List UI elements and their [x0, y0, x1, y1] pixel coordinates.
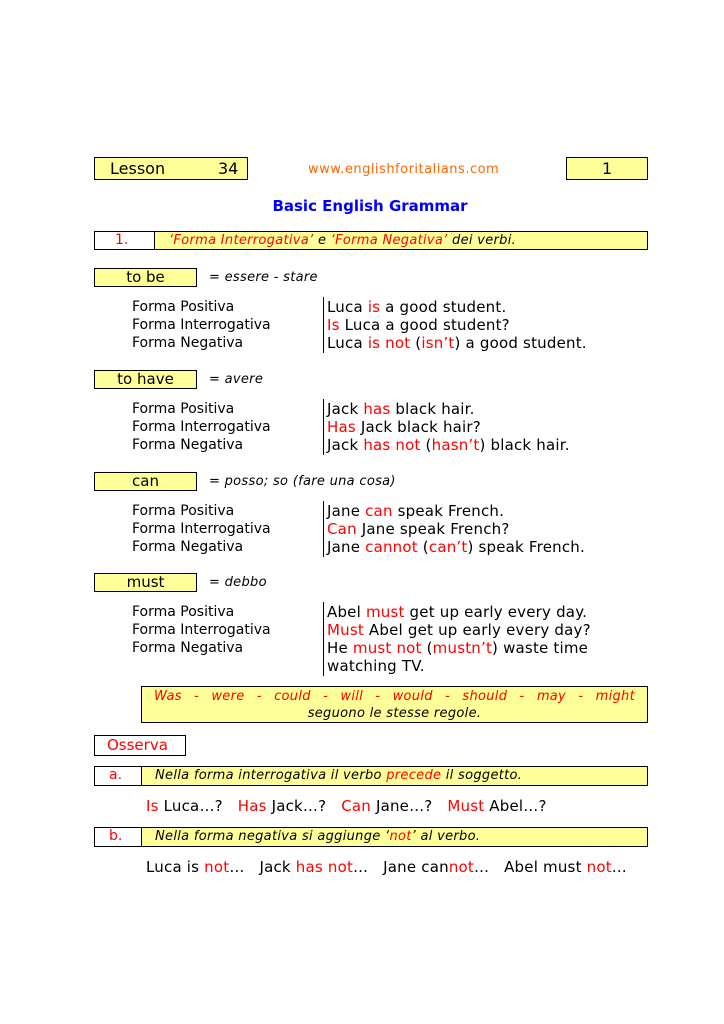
section-1-bar [94, 231, 648, 250]
section-1-number-cell [95, 232, 155, 249]
verb-meaning: = essere - stare [209, 270, 318, 285]
forma-interrogativa-label: Forma Interrogativa [132, 317, 271, 333]
verb-box-to-have [94, 370, 197, 389]
note-a-bar [94, 766, 648, 786]
example-negative: Luca is not (isn’t) a good student. [327, 334, 587, 352]
example-positive: Jack has black hair. [327, 400, 475, 418]
verb-label: to be [126, 268, 165, 286]
verb-meaning: = debbo [209, 575, 267, 590]
verb-meaning: = avere [209, 372, 264, 387]
example-b-4: Abel must not… [504, 858, 627, 876]
note-b-letter: b. [109, 828, 123, 844]
example-b-2: Jack has not… [259, 858, 369, 876]
example-positive: Luca is a good student. [327, 298, 507, 316]
divider-line [323, 297, 324, 353]
section-1-text [169, 233, 516, 248]
forma-negativa-label: Forma Negativa [132, 335, 244, 351]
modals-note-box [141, 686, 648, 723]
example-positive: Abel must get up early every day. [327, 603, 588, 621]
page-title: Basic English Grammar [272, 197, 468, 215]
example-b-3: Jane cannot… [383, 858, 490, 876]
note-b-bar [94, 827, 648, 847]
examples-a [146, 797, 547, 815]
lesson-number: 34 [218, 159, 239, 178]
forma-negativa-label: Forma Negativa [132, 437, 244, 453]
verb-box-can [94, 472, 197, 491]
verb-box-must [94, 573, 197, 592]
example-interrogative: Is Luca a good student? [327, 316, 510, 334]
section-1-number: 1. [115, 232, 129, 248]
forma-interrogativa-label: Forma Interrogativa [132, 419, 271, 435]
forma-positiva-label: Forma Positiva [132, 299, 235, 315]
page-number-box [566, 157, 648, 180]
note-b-text: Nella forma negativa si aggiunge ‘not’ al verbo. [155, 829, 481, 844]
example-a-1: Is Luca…? [146, 797, 223, 815]
divider-line [323, 602, 324, 676]
divider-line [323, 399, 324, 455]
modals-rule-text: seguono le stesse regole. [307, 706, 482, 721]
verb-label: must [126, 573, 165, 591]
note-b-letter-cell [95, 828, 142, 846]
example-b-1: Luca is not… [146, 858, 245, 876]
forma-positiva-label: Forma Positiva [132, 503, 235, 519]
osserva-box [94, 735, 186, 756]
example-negative: He must not (mustn’t) waste time [327, 639, 589, 657]
verb-label: can [132, 472, 159, 490]
page-number: 1 [602, 159, 613, 178]
forma-negativa-label: Forma Negativa [132, 539, 244, 555]
lesson-label: Lesson [110, 159, 166, 178]
forma-positiva-label: Forma Positiva [132, 604, 235, 620]
example-positive: Jane can speak French. [327, 502, 505, 520]
forma-interrogativa-label: Forma Interrogativa [132, 622, 271, 638]
forma-positiva-label: Forma Positiva [132, 401, 235, 417]
and-text: e [313, 233, 331, 248]
modals-list: Was - were - could - will - would - should - may - might [154, 689, 635, 704]
example-interrogative: Can Jane speak French? [327, 520, 510, 538]
note-a-letter-cell [95, 767, 142, 785]
verb-meaning: = posso; so (fare una cosa) [209, 474, 396, 489]
forma-negativa-label: Forma Negativa [132, 640, 244, 656]
note-a-letter: a. [109, 767, 123, 783]
forma-negativa-text: ‘Forma Negativa’ [330, 233, 448, 248]
divider-line [323, 501, 324, 557]
website-link[interactable]: www.englishforitalians.com [308, 162, 500, 177]
note-a-text: Nella forma interrogativa il verbo precede il soggetto. [155, 768, 523, 783]
lesson-box [94, 157, 248, 180]
osserva-label: Osserva [107, 736, 168, 754]
example-negative: Jane cannot (can’t) speak French. [327, 538, 585, 556]
forma-interrogativa-label: Forma Interrogativa [132, 521, 271, 537]
forma-interrogativa-text: ‘Forma Interrogativa’ [169, 233, 314, 248]
example-interrogative: Must Abel get up early every day? [327, 621, 591, 639]
examples-b [146, 858, 627, 876]
example-a-4: Must Abel…? [447, 797, 547, 815]
example-interrogative: Has Jack black hair? [327, 418, 481, 436]
example-negative: Jack has not (hasn’t) black hair. [327, 436, 570, 454]
example-negative-continued: watching TV. [327, 657, 425, 675]
dei-verbi-text: dei verbi. [447, 233, 517, 248]
verb-box-to-be [94, 268, 197, 287]
verb-label: to have [117, 370, 174, 388]
example-a-2: Has Jack…? [237, 797, 327, 815]
example-a-3: Can Jane…? [341, 797, 433, 815]
